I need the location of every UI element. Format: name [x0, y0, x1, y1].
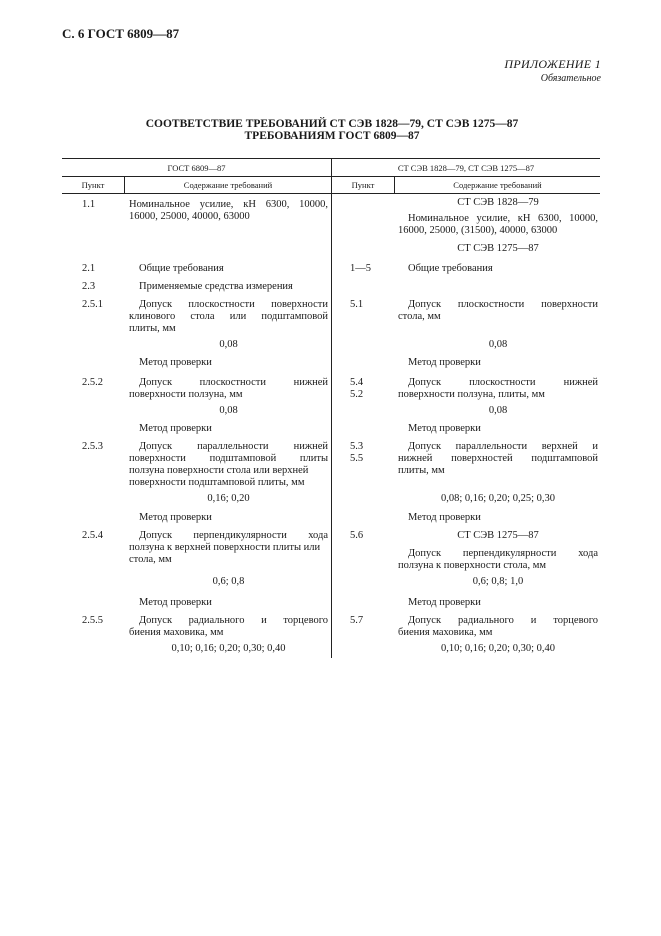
left-content-line: биения маховика, мм [129, 627, 224, 638]
right-item-col-header: Пункт [351, 180, 375, 190]
left-item-number: 1.1 [82, 199, 96, 210]
right-content-line: Допуск плоскостности поверхности [408, 299, 598, 310]
right-content-line: Общие требования [408, 263, 493, 274]
left-group-header: ГОСТ 6809—87 [167, 163, 226, 173]
left-tolerance-value: 0,16; 0,20 [207, 493, 250, 504]
left-content-line: Допуск плоскостности поверхности [139, 299, 328, 310]
table-center-divider [331, 158, 332, 658]
left-content-line: Допуск перпендикулярности хода [139, 530, 328, 541]
right-standard-label: СТ СЭВ 1275—87 [457, 243, 539, 254]
left-method-label: Метод проверки [139, 357, 212, 368]
left-content-line: плиты, мм [129, 323, 176, 334]
right-tolerance-value: 0,08 [488, 405, 508, 416]
left-content-line: Общие требования [139, 263, 224, 274]
right-content-line: плиты, мм [398, 465, 445, 476]
right-tolerance-value: 0,08 [488, 339, 508, 350]
document-title-line1: СООТВЕТСТВИЕ ТРЕБОВАНИЙ СТ СЭВ 1828—79, СТ СЭВ 1275—87 [145, 118, 519, 130]
appendix-subtitle: Обязательное [540, 73, 601, 84]
left-method-label: Метод проверки [139, 512, 212, 523]
right-content-line: Допуск радиального и торцевого [408, 615, 598, 626]
left-content-line: ползуна поверхности стола или верхней [129, 465, 309, 476]
left-content-line: Применяемые средства измерения [139, 281, 293, 292]
right-method-label: Метод проверки [408, 512, 481, 523]
left-content-col-header: Содержание требований [183, 180, 273, 190]
right-tolerance-value: 0,10; 0,16; 0,20; 0,30; 0,40 [440, 643, 556, 654]
left-content-line: Допуск параллельности нижней [139, 441, 328, 452]
right-tolerance-value: 0,6; 0,8; 1,0 [472, 576, 524, 587]
left-content-line: 16000, 25000, 40000, 63000 [129, 211, 250, 222]
right-content-line: стола, мм [398, 311, 441, 322]
left-tolerance-value: 0,6; 0,8 [212, 576, 245, 587]
right-method-label: Метод проверки [408, 597, 481, 608]
right-content-line: Номинальное усилие, кН 6300, 10000, [408, 213, 598, 224]
document-title [62, 118, 602, 142]
right-item-number: 5.5 [350, 453, 364, 464]
right-item-number: 5.3 [350, 441, 364, 452]
left-method-label: Метод проверки [139, 597, 212, 608]
right-item-number: 5.7 [350, 615, 364, 626]
left-content-line: поверхности подштамповой плиты, мм [129, 477, 305, 488]
right-content-col-header: Содержание требований [453, 180, 542, 190]
left-content-line: ползуна к верхней поверхности плиты или [129, 542, 321, 553]
right-item-number: 1—5 [350, 263, 371, 274]
right-content-line: нижней поверхностей подштамповой [398, 453, 598, 464]
right-content-line: Допуск плоскостности нижней [408, 377, 598, 388]
left-content-line: Допуск плоскостности нижней [139, 377, 328, 388]
right-item-number: 5.1 [350, 299, 364, 310]
right-item-number: 5.6 [350, 530, 364, 541]
right-content-line: Допуск перпендикулярности хода [408, 548, 598, 559]
left-content-line: стола, мм [129, 554, 172, 565]
appendix-title: ПРИЛОЖЕНИЕ 1 [504, 57, 601, 71]
left-item-number: 2.3 [82, 281, 96, 292]
left-item-col-header: Пункт [81, 180, 105, 190]
left-tolerance-value: 0,08 [219, 339, 238, 350]
left-item-number: 2.5.2 [82, 377, 103, 388]
left-item-number: 2.1 [82, 263, 96, 274]
right-method-label: Метод проверки [408, 423, 481, 434]
left-content-line: поверхности подштамповой плиты [129, 453, 328, 464]
left-tolerance-value: 0,10; 0,16; 0,20; 0,30; 0,40 [171, 643, 286, 654]
left-item-number: 2.5.1 [82, 299, 103, 310]
left-method-label: Метод проверки [139, 423, 212, 434]
right-content-line: ползуна к поверхности стола, мм [398, 560, 546, 571]
left-content-line: клинового стола или подштамповой [129, 311, 328, 322]
left-content-line: Номинальное усилие, кН 6300, 10000, [129, 199, 328, 210]
right-standard-label: СТ СЭВ 1828—79 [457, 197, 539, 208]
right-content-line: поверхности ползуна, плиты, мм [398, 389, 545, 400]
right-item-number: 5.2 [350, 389, 364, 400]
right-item-number: 5.4 [350, 377, 364, 388]
page-header: С. 6 ГОСТ 6809—87 [62, 26, 180, 41]
left-item-number: 2.5.4 [82, 530, 103, 541]
left-tolerance-value: 0,08 [219, 405, 238, 416]
right-content-line: 16000, 25000, (31500), 40000, 63000 [398, 225, 558, 236]
right-content-line: Допуск параллельности верхней и [408, 441, 598, 452]
right-group-header: СТ СЭВ 1828—79, СТ СЭВ 1275—87 [397, 163, 535, 173]
left-content-line: Допуск радиального и торцевого [139, 615, 328, 626]
appendix-label [504, 57, 601, 84]
right-method-label: Метод проверки [408, 357, 481, 368]
left-item-number: 2.5.3 [82, 441, 103, 452]
left-item-number: 2.5.5 [82, 615, 103, 626]
left-content-line: поверхности ползуна, мм [129, 389, 243, 400]
right-standard-label: СТ СЭВ 1275—87 [457, 530, 539, 541]
right-content-line: биения маховика, мм [398, 627, 493, 638]
right-tolerance-value: 0,08; 0,16; 0,20; 0,25; 0,30 [440, 493, 556, 504]
document-title-line2: ТРЕБОВАНИЯМ ГОСТ 6809—87 [244, 130, 420, 142]
